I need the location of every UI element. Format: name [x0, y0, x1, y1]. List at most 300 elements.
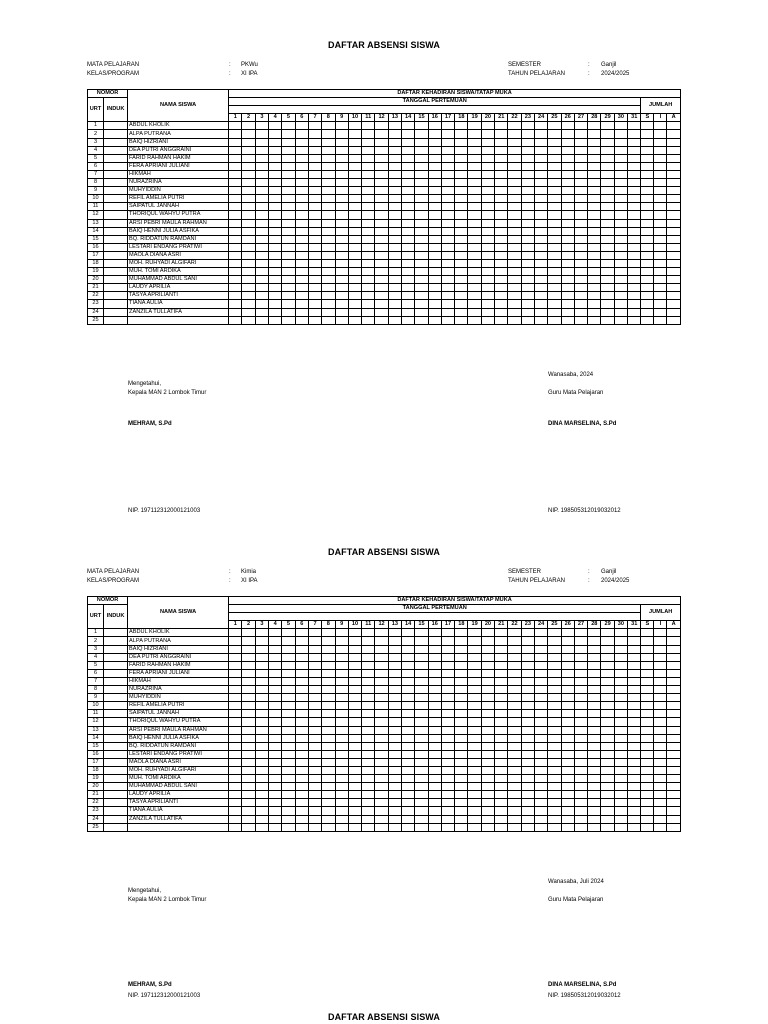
attendance-cell[interactable]	[601, 235, 614, 243]
attendance-cell[interactable]	[534, 791, 547, 799]
attendance-cell[interactable]	[428, 734, 441, 742]
attendance-cell[interactable]	[641, 251, 654, 259]
attendance-cell[interactable]	[375, 219, 388, 227]
attendance-cell[interactable]	[402, 645, 415, 653]
attendance-cell[interactable]	[282, 734, 295, 742]
attendance-cell[interactable]	[415, 195, 428, 203]
attendance-cell[interactable]	[534, 316, 547, 324]
attendance-cell[interactable]	[654, 259, 667, 267]
attendance-cell[interactable]	[641, 203, 654, 211]
attendance-cell[interactable]	[322, 146, 335, 154]
attendance-cell[interactable]	[667, 637, 681, 645]
attendance-cell[interactable]	[654, 726, 667, 734]
attendance-cell[interactable]	[521, 179, 534, 187]
attendance-cell[interactable]	[455, 686, 468, 694]
attendance-cell[interactable]	[561, 637, 574, 645]
attendance-cell[interactable]	[455, 815, 468, 823]
attendance-cell[interactable]	[641, 259, 654, 267]
attendance-cell[interactable]	[348, 276, 361, 284]
attendance-cell[interactable]	[308, 775, 321, 783]
attendance-cell[interactable]	[308, 162, 321, 170]
attendance-cell[interactable]	[441, 308, 454, 316]
attendance-cell[interactable]	[388, 710, 401, 718]
attendance-cell[interactable]	[322, 235, 335, 243]
attendance-cell[interactable]	[574, 243, 587, 251]
attendance-cell[interactable]	[308, 734, 321, 742]
attendance-cell[interactable]	[348, 702, 361, 710]
attendance-cell[interactable]	[561, 243, 574, 251]
attendance-cell[interactable]	[229, 799, 242, 807]
attendance-cell[interactable]	[667, 308, 681, 316]
attendance-cell[interactable]	[614, 284, 627, 292]
attendance-cell[interactable]	[242, 677, 255, 685]
attendance-cell[interactable]	[641, 758, 654, 766]
attendance-cell[interactable]	[322, 815, 335, 823]
attendance-cell[interactable]	[614, 170, 627, 178]
attendance-cell[interactable]	[375, 637, 388, 645]
attendance-cell[interactable]	[282, 122, 295, 130]
attendance-cell[interactable]	[375, 629, 388, 637]
attendance-cell[interactable]	[508, 783, 521, 791]
attendance-cell[interactable]	[534, 259, 547, 267]
attendance-cell[interactable]	[667, 694, 681, 702]
attendance-cell[interactable]	[415, 661, 428, 669]
attendance-cell[interactable]	[508, 251, 521, 259]
attendance-cell[interactable]	[468, 742, 481, 750]
attendance-cell[interactable]	[481, 702, 494, 710]
attendance-cell[interactable]	[588, 629, 601, 637]
attendance-cell[interactable]	[242, 702, 255, 710]
attendance-cell[interactable]	[641, 268, 654, 276]
attendance-cell[interactable]	[282, 259, 295, 267]
attendance-cell[interactable]	[229, 300, 242, 308]
attendance-cell[interactable]	[548, 775, 561, 783]
attendance-cell[interactable]	[614, 292, 627, 300]
attendance-cell[interactable]	[269, 726, 282, 734]
attendance-cell[interactable]	[229, 669, 242, 677]
attendance-cell[interactable]	[521, 799, 534, 807]
attendance-cell[interactable]	[481, 122, 494, 130]
attendance-cell[interactable]	[455, 653, 468, 661]
attendance-cell[interactable]	[628, 742, 641, 750]
attendance-cell[interactable]	[428, 645, 441, 653]
attendance-cell[interactable]	[441, 645, 454, 653]
attendance-cell[interactable]	[561, 629, 574, 637]
attendance-cell[interactable]	[574, 195, 587, 203]
attendance-cell[interactable]	[534, 227, 547, 235]
attendance-cell[interactable]	[588, 734, 601, 742]
attendance-cell[interactable]	[628, 718, 641, 726]
attendance-cell[interactable]	[455, 775, 468, 783]
attendance-cell[interactable]	[282, 130, 295, 138]
attendance-cell[interactable]	[428, 203, 441, 211]
attendance-cell[interactable]	[322, 211, 335, 219]
attendance-cell[interactable]	[508, 203, 521, 211]
attendance-cell[interactable]	[641, 653, 654, 661]
attendance-cell[interactable]	[428, 742, 441, 750]
attendance-cell[interactable]	[601, 750, 614, 758]
attendance-cell[interactable]	[282, 276, 295, 284]
attendance-cell[interactable]	[508, 292, 521, 300]
attendance-cell[interactable]	[229, 179, 242, 187]
attendance-cell[interactable]	[255, 823, 268, 831]
attendance-cell[interactable]	[308, 276, 321, 284]
attendance-cell[interactable]	[415, 750, 428, 758]
attendance-cell[interactable]	[534, 243, 547, 251]
attendance-cell[interactable]	[388, 629, 401, 637]
attendance-cell[interactable]	[628, 203, 641, 211]
attendance-cell[interactable]	[388, 637, 401, 645]
attendance-cell[interactable]	[308, 130, 321, 138]
attendance-cell[interactable]	[375, 284, 388, 292]
attendance-cell[interactable]	[534, 653, 547, 661]
attendance-cell[interactable]	[428, 686, 441, 694]
attendance-cell[interactable]	[295, 195, 308, 203]
attendance-cell[interactable]	[269, 799, 282, 807]
attendance-cell[interactable]	[601, 807, 614, 815]
attendance-cell[interactable]	[654, 146, 667, 154]
attendance-cell[interactable]	[362, 799, 375, 807]
attendance-cell[interactable]	[308, 170, 321, 178]
attendance-cell[interactable]	[601, 742, 614, 750]
attendance-cell[interactable]	[548, 235, 561, 243]
attendance-cell[interactable]	[255, 195, 268, 203]
attendance-cell[interactable]	[628, 653, 641, 661]
attendance-cell[interactable]	[255, 677, 268, 685]
attendance-cell[interactable]	[269, 718, 282, 726]
attendance-cell[interactable]	[415, 686, 428, 694]
attendance-cell[interactable]	[508, 146, 521, 154]
attendance-cell[interactable]	[521, 726, 534, 734]
attendance-cell[interactable]	[308, 677, 321, 685]
attendance-cell[interactable]	[495, 645, 508, 653]
attendance-cell[interactable]	[282, 219, 295, 227]
attendance-cell[interactable]	[229, 284, 242, 292]
attendance-cell[interactable]	[255, 645, 268, 653]
attendance-cell[interactable]	[269, 251, 282, 259]
attendance-cell[interactable]	[548, 694, 561, 702]
attendance-cell[interactable]	[402, 292, 415, 300]
attendance-cell[interactable]	[441, 694, 454, 702]
attendance-cell[interactable]	[588, 154, 601, 162]
attendance-cell[interactable]	[282, 750, 295, 758]
attendance-cell[interactable]	[282, 316, 295, 324]
attendance-cell[interactable]	[641, 187, 654, 195]
attendance-cell[interactable]	[322, 645, 335, 653]
attendance-cell[interactable]	[428, 316, 441, 324]
attendance-cell[interactable]	[534, 726, 547, 734]
attendance-cell[interactable]	[269, 823, 282, 831]
attendance-cell[interactable]	[574, 227, 587, 235]
attendance-cell[interactable]	[335, 227, 348, 235]
attendance-cell[interactable]	[455, 235, 468, 243]
attendance-cell[interactable]	[269, 629, 282, 637]
attendance-cell[interactable]	[295, 276, 308, 284]
attendance-cell[interactable]	[348, 268, 361, 276]
attendance-cell[interactable]	[495, 661, 508, 669]
attendance-cell[interactable]	[255, 243, 268, 251]
attendance-cell[interactable]	[229, 154, 242, 162]
attendance-cell[interactable]	[255, 308, 268, 316]
attendance-cell[interactable]	[561, 235, 574, 243]
attendance-cell[interactable]	[335, 694, 348, 702]
attendance-cell[interactable]	[654, 251, 667, 259]
attendance-cell[interactable]	[588, 251, 601, 259]
attendance-cell[interactable]	[428, 292, 441, 300]
attendance-cell[interactable]	[375, 791, 388, 799]
attendance-cell[interactable]	[468, 734, 481, 742]
attendance-cell[interactable]	[388, 316, 401, 324]
attendance-cell[interactable]	[282, 195, 295, 203]
attendance-cell[interactable]	[481, 718, 494, 726]
attendance-cell[interactable]	[601, 300, 614, 308]
attendance-cell[interactable]	[295, 187, 308, 195]
attendance-cell[interactable]	[269, 775, 282, 783]
attendance-cell[interactable]	[441, 292, 454, 300]
attendance-cell[interactable]	[295, 653, 308, 661]
attendance-cell[interactable]	[654, 211, 667, 219]
attendance-cell[interactable]	[388, 653, 401, 661]
attendance-cell[interactable]	[561, 694, 574, 702]
attendance-cell[interactable]	[441, 154, 454, 162]
attendance-cell[interactable]	[229, 758, 242, 766]
attendance-cell[interactable]	[402, 783, 415, 791]
attendance-cell[interactable]	[362, 807, 375, 815]
attendance-cell[interactable]	[362, 742, 375, 750]
attendance-cell[interactable]	[667, 203, 681, 211]
attendance-cell[interactable]	[588, 227, 601, 235]
attendance-cell[interactable]	[654, 187, 667, 195]
attendance-cell[interactable]	[229, 243, 242, 251]
attendance-cell[interactable]	[455, 122, 468, 130]
attendance-cell[interactable]	[242, 292, 255, 300]
attendance-cell[interactable]	[402, 758, 415, 766]
attendance-cell[interactable]	[455, 179, 468, 187]
attendance-cell[interactable]	[588, 316, 601, 324]
attendance-cell[interactable]	[388, 686, 401, 694]
attendance-cell[interactable]	[348, 300, 361, 308]
attendance-cell[interactable]	[242, 766, 255, 774]
attendance-cell[interactable]	[521, 807, 534, 815]
attendance-cell[interactable]	[548, 227, 561, 235]
attendance-cell[interactable]	[521, 154, 534, 162]
attendance-cell[interactable]	[335, 710, 348, 718]
attendance-cell[interactable]	[269, 203, 282, 211]
attendance-cell[interactable]	[428, 130, 441, 138]
attendance-cell[interactable]	[667, 219, 681, 227]
attendance-cell[interactable]	[388, 292, 401, 300]
attendance-cell[interactable]	[388, 702, 401, 710]
attendance-cell[interactable]	[295, 179, 308, 187]
attendance-cell[interactable]	[495, 807, 508, 815]
attendance-cell[interactable]	[402, 179, 415, 187]
attendance-cell[interactable]	[601, 154, 614, 162]
attendance-cell[interactable]	[574, 702, 587, 710]
attendance-cell[interactable]	[255, 669, 268, 677]
attendance-cell[interactable]	[348, 661, 361, 669]
attendance-cell[interactable]	[614, 807, 627, 815]
attendance-cell[interactable]	[561, 783, 574, 791]
attendance-cell[interactable]	[242, 750, 255, 758]
attendance-cell[interactable]	[375, 170, 388, 178]
attendance-cell[interactable]	[521, 211, 534, 219]
attendance-cell[interactable]	[548, 276, 561, 284]
attendance-cell[interactable]	[508, 791, 521, 799]
attendance-cell[interactable]	[548, 138, 561, 146]
attendance-cell[interactable]	[242, 726, 255, 734]
attendance-cell[interactable]	[495, 276, 508, 284]
attendance-cell[interactable]	[508, 718, 521, 726]
attendance-cell[interactable]	[481, 251, 494, 259]
attendance-cell[interactable]	[508, 122, 521, 130]
attendance-cell[interactable]	[614, 259, 627, 267]
attendance-cell[interactable]	[495, 284, 508, 292]
attendance-cell[interactable]	[428, 219, 441, 227]
attendance-cell[interactable]	[654, 799, 667, 807]
attendance-cell[interactable]	[574, 259, 587, 267]
attendance-cell[interactable]	[455, 734, 468, 742]
attendance-cell[interactable]	[588, 259, 601, 267]
attendance-cell[interactable]	[308, 750, 321, 758]
attendance-cell[interactable]	[601, 308, 614, 316]
attendance-cell[interactable]	[362, 130, 375, 138]
attendance-cell[interactable]	[508, 195, 521, 203]
attendance-cell[interactable]	[335, 243, 348, 251]
attendance-cell[interactable]	[255, 791, 268, 799]
attendance-cell[interactable]	[229, 259, 242, 267]
attendance-cell[interactable]	[308, 823, 321, 831]
attendance-cell[interactable]	[255, 629, 268, 637]
attendance-cell[interactable]	[521, 195, 534, 203]
attendance-cell[interactable]	[574, 179, 587, 187]
attendance-cell[interactable]	[308, 686, 321, 694]
attendance-cell[interactable]	[521, 677, 534, 685]
attendance-cell[interactable]	[601, 629, 614, 637]
attendance-cell[interactable]	[667, 686, 681, 694]
attendance-cell[interactable]	[654, 823, 667, 831]
attendance-cell[interactable]	[548, 750, 561, 758]
attendance-cell[interactable]	[654, 316, 667, 324]
attendance-cell[interactable]	[667, 276, 681, 284]
attendance-cell[interactable]	[242, 154, 255, 162]
attendance-cell[interactable]	[521, 718, 534, 726]
attendance-cell[interactable]	[614, 308, 627, 316]
attendance-cell[interactable]	[229, 791, 242, 799]
attendance-cell[interactable]	[468, 130, 481, 138]
attendance-cell[interactable]	[455, 766, 468, 774]
attendance-cell[interactable]	[362, 268, 375, 276]
attendance-cell[interactable]	[348, 227, 361, 235]
attendance-cell[interactable]	[322, 742, 335, 750]
attendance-cell[interactable]	[667, 179, 681, 187]
attendance-cell[interactable]	[508, 629, 521, 637]
attendance-cell[interactable]	[375, 308, 388, 316]
attendance-cell[interactable]	[295, 661, 308, 669]
attendance-cell[interactable]	[428, 750, 441, 758]
attendance-cell[interactable]	[495, 219, 508, 227]
attendance-cell[interactable]	[242, 686, 255, 694]
attendance-cell[interactable]	[481, 807, 494, 815]
attendance-cell[interactable]	[614, 243, 627, 251]
attendance-cell[interactable]	[282, 758, 295, 766]
attendance-cell[interactable]	[495, 268, 508, 276]
attendance-cell[interactable]	[455, 227, 468, 235]
attendance-cell[interactable]	[402, 122, 415, 130]
attendance-cell[interactable]	[242, 146, 255, 154]
attendance-cell[interactable]	[654, 653, 667, 661]
attendance-cell[interactable]	[508, 300, 521, 308]
attendance-cell[interactable]	[561, 734, 574, 742]
attendance-cell[interactable]	[402, 162, 415, 170]
attendance-cell[interactable]	[601, 718, 614, 726]
attendance-cell[interactable]	[375, 162, 388, 170]
attendance-cell[interactable]	[614, 637, 627, 645]
attendance-cell[interactable]	[521, 686, 534, 694]
attendance-cell[interactable]	[348, 284, 361, 292]
attendance-cell[interactable]	[415, 146, 428, 154]
attendance-cell[interactable]	[402, 694, 415, 702]
attendance-cell[interactable]	[495, 775, 508, 783]
attendance-cell[interactable]	[308, 227, 321, 235]
attendance-cell[interactable]	[441, 316, 454, 324]
attendance-cell[interactable]	[601, 138, 614, 146]
attendance-cell[interactable]	[654, 669, 667, 677]
attendance-cell[interactable]	[415, 292, 428, 300]
attendance-cell[interactable]	[308, 203, 321, 211]
attendance-cell[interactable]	[375, 243, 388, 251]
attendance-cell[interactable]	[534, 195, 547, 203]
attendance-cell[interactable]	[574, 130, 587, 138]
attendance-cell[interactable]	[362, 823, 375, 831]
attendance-cell[interactable]	[269, 710, 282, 718]
attendance-cell[interactable]	[348, 726, 361, 734]
attendance-cell[interactable]	[495, 292, 508, 300]
attendance-cell[interactable]	[641, 195, 654, 203]
attendance-cell[interactable]	[495, 243, 508, 251]
attendance-cell[interactable]	[481, 686, 494, 694]
attendance-cell[interactable]	[628, 284, 641, 292]
attendance-cell[interactable]	[335, 162, 348, 170]
attendance-cell[interactable]	[628, 629, 641, 637]
attendance-cell[interactable]	[628, 146, 641, 154]
attendance-cell[interactable]	[468, 259, 481, 267]
attendance-cell[interactable]	[308, 235, 321, 243]
attendance-cell[interactable]	[561, 187, 574, 195]
attendance-cell[interactable]	[441, 227, 454, 235]
attendance-cell[interactable]	[388, 130, 401, 138]
attendance-cell[interactable]	[295, 807, 308, 815]
attendance-cell[interactable]	[362, 162, 375, 170]
attendance-cell[interactable]	[667, 734, 681, 742]
attendance-cell[interactable]	[269, 154, 282, 162]
attendance-cell[interactable]	[468, 718, 481, 726]
attendance-cell[interactable]	[601, 179, 614, 187]
attendance-cell[interactable]	[534, 276, 547, 284]
attendance-cell[interactable]	[614, 235, 627, 243]
attendance-cell[interactable]	[255, 686, 268, 694]
attendance-cell[interactable]	[614, 718, 627, 726]
attendance-cell[interactable]	[322, 187, 335, 195]
attendance-cell[interactable]	[468, 629, 481, 637]
attendance-cell[interactable]	[667, 629, 681, 637]
attendance-cell[interactable]	[375, 235, 388, 243]
attendance-cell[interactable]	[441, 138, 454, 146]
attendance-cell[interactable]	[322, 734, 335, 742]
attendance-cell[interactable]	[388, 235, 401, 243]
attendance-cell[interactable]	[282, 742, 295, 750]
attendance-cell[interactable]	[255, 179, 268, 187]
attendance-cell[interactable]	[614, 179, 627, 187]
